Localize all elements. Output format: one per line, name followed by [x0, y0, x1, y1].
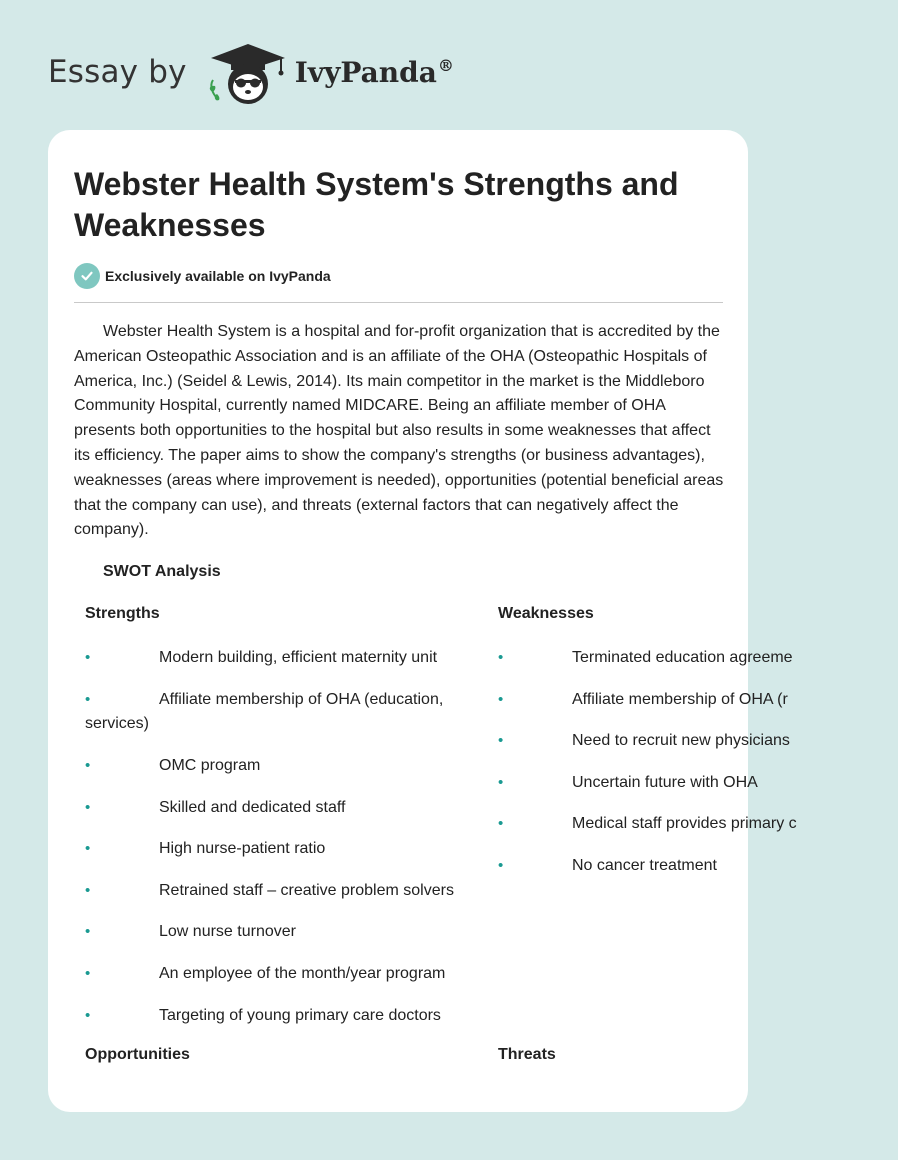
bullet-icon: • [85, 649, 91, 666]
strengths-heading: Strengths [85, 605, 160, 622]
list-item: • OMC program [85, 754, 485, 796]
brand-header [48, 36, 454, 108]
list-item: • Uncertain future with OHA [498, 771, 898, 813]
badge-text: Exclusively available on IvyPanda [105, 268, 331, 284]
brand-name: IvyPanda® [294, 55, 454, 89]
exclusive-badge [74, 263, 331, 289]
bullet-icon: • [85, 840, 91, 858]
threats-heading: Threats [498, 1046, 556, 1063]
bullet-icon: • [498, 732, 504, 750]
list-item: • No cancer treatment [498, 854, 898, 896]
check-icon [74, 263, 100, 289]
divider [74, 302, 723, 303]
bullet-icon: • [498, 815, 504, 833]
weaknesses-heading: Weaknesses [498, 605, 594, 622]
opportunities-heading: Opportunities [85, 1046, 190, 1063]
bullet-icon: • [85, 881, 91, 899]
list-item: • Affiliate membership of OHA (r [498, 688, 898, 730]
list-item: • Low nurse turnover [85, 920, 485, 962]
page-title: Webster Health System's Strengths and Weaknesses [74, 166, 679, 243]
bullet-icon: • [85, 1006, 91, 1024]
strengths-column [85, 604, 485, 1045]
list-item: • An employee of the month/year program [85, 962, 485, 1004]
bullet-icon: • [85, 923, 91, 941]
panda-logo-icon[interactable] [205, 36, 291, 108]
bullet-icon: • [498, 856, 504, 874]
intro-paragraph: Webster Health System is a hospital and for-profit organization that is accredited by the American Osteopathic Association and is an affiliate of the OHA (Osteopathic Hospitals of America, Inc.) (Seidel & Lewis, 2014). Its main competitor in the market is the Middleboro Community Hospital, currently named MIDCARE. Being an affiliate member of OHA presents both opportunities to the hospital but also results in some weaknesses that affect its efficiency. The paper aims to show the company's strengths (or business advantages), weaknesses (areas where improvement is needed), opportunities (potential beneficial areas that the company can use), and threats (external factors that can negatively affect the company). [74, 323, 724, 539]
list-item: • Medical staff provides primary c [498, 812, 898, 854]
bullet-icon: • [498, 649, 504, 666]
list-item: • High nurse-patient ratio [85, 837, 485, 879]
list-item: • Retrained staff – creative problem solvers [85, 879, 485, 921]
bullet-icon: • [85, 964, 91, 982]
bullet-icon: • [85, 690, 91, 708]
bullet-icon: • [85, 756, 91, 774]
brand-prefix: Essay by [48, 54, 187, 90]
list-item: • Targeting of young primary care doctors [85, 1004, 485, 1046]
list-item: • Need to recruit new physicians [498, 729, 898, 771]
weaknesses-column [498, 604, 898, 896]
bullet-icon: • [498, 690, 504, 708]
swot-heading: SWOT Analysis [103, 563, 221, 580]
list-item: • Affiliate membership of OHA (education, services) [85, 688, 470, 754]
strengths-list [85, 646, 485, 1045]
essay-card [48, 130, 797, 1112]
list-item: • Skilled and dedicated staff [85, 796, 485, 838]
bullet-icon: • [498, 773, 504, 791]
list-item: • Terminated education agreeme [498, 646, 898, 688]
list-item: • Modern building, efficient maternity unit [85, 646, 485, 688]
weaknesses-list [498, 646, 898, 896]
bullet-icon: • [85, 798, 91, 816]
